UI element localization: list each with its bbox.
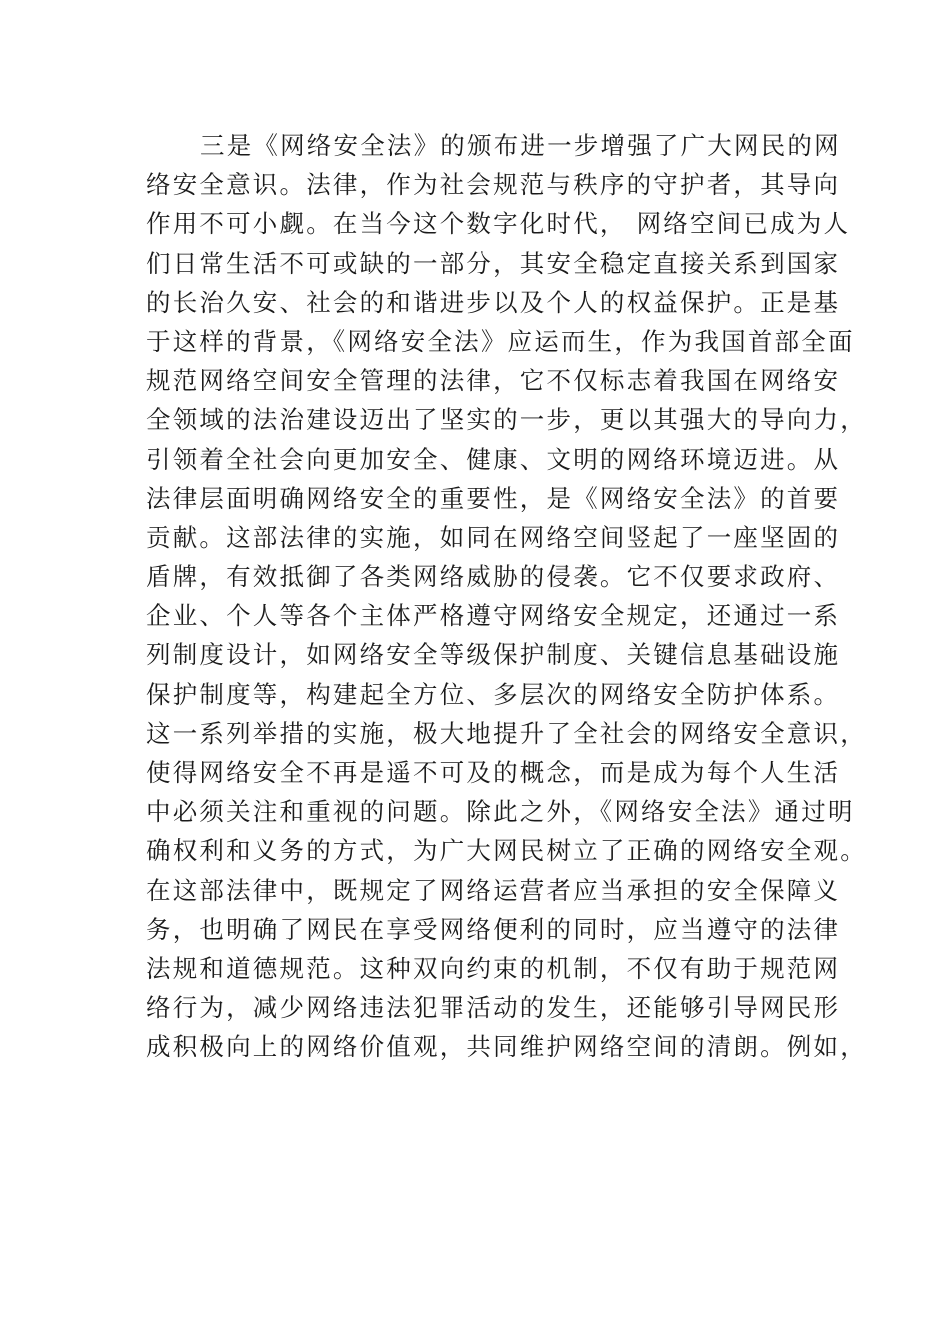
paragraph-line-17: 使得网络安全不再是遥不可及的概念，而是成为每个人生活: [146, 758, 841, 787]
paragraph-line-7: 规范网络空间安全管理的法律，它不仅标志着我国在网络安: [146, 366, 841, 396]
paragraph-line-20: 在这部法律中，既规定了网络运营者应当承担的安全保障义: [146, 875, 841, 905]
paragraph-line-6: 于这样的背景，《网络安全法》应运而生，作为我国首部全面: [146, 326, 855, 356]
paragraph-line-10: 法律层面明确网络安全的重要性，是《网络安全法》的首要: [146, 483, 841, 513]
paragraph-line-12: 盾牌，有效抵御了各类网络威胁的侵袭。它不仅要求政府、: [146, 562, 841, 592]
paragraph-line-8: 全领域的法治建设迈出了坚实的一步，更以其强大的导向力，: [146, 405, 867, 435]
paragraph-line-24: 成积极向上的网络价值观，共同维护网络空间的清朗。例如，: [146, 1032, 867, 1062]
paragraph-line-3: 作用不可小觑。在当今这个数字化时代， 网络空间已成为人: [146, 209, 851, 239]
paragraph-line-18: 中必须关注和重视的问题。除此之外，《网络安全法》通过明: [146, 797, 855, 827]
paragraph-line-5: 的长治久安、社会的和谐进步以及个人的权益保护。正是基: [146, 287, 841, 317]
paragraph-line-13: 企业、个人等各个主体严格遵守网络安全规定，还通过一系: [146, 601, 841, 631]
paragraph-line-21: 务，也明确了网民在享受网络便利的同时，应当遵守的法律: [146, 914, 841, 944]
paragraph-line-1: 三是《网络安全法》的颁布进一步增强了广大网民的网: [200, 131, 841, 160]
paragraph-line-16: 这一系列举措的实施，极大地提升了全社会的网络安全意识，: [146, 718, 867, 748]
body-paragraph: [146, 126, 867, 1067]
paragraph-line-22: 法规和道德规范。这种双向约束的机制，不仅有助于规范网: [146, 953, 841, 983]
paragraph-line-11: 贡献。这部法律的实施，如同在网络空间竖起了一座坚固的: [146, 522, 841, 552]
paragraph-line-4: 们日常生活不可或缺的一部分，其安全稳定直接关系到国家: [146, 248, 841, 278]
paragraph-line-14: 列制度设计，如网络安全等级保护制度、关键信息基础设施: [146, 640, 841, 670]
paragraph-line-23: 络行为，减少网络违法犯罪活动的发生，还能够引导网民形: [146, 993, 841, 1023]
paragraph-line-19: 确权利和义务的方式，为广大网民树立了正确的网络安全观。: [146, 836, 867, 866]
paragraph-line-9: 引领着全社会向更加安全、健康、文明的网络环境迈进。从: [146, 444, 841, 474]
paragraph-line-15: 保护制度等，构建起全方位、多层次的网络安全防护体系。: [146, 679, 841, 709]
paragraph-line-2: 络安全意识。法律，作为社会规范与秩序的守护者，其导向: [146, 170, 841, 200]
